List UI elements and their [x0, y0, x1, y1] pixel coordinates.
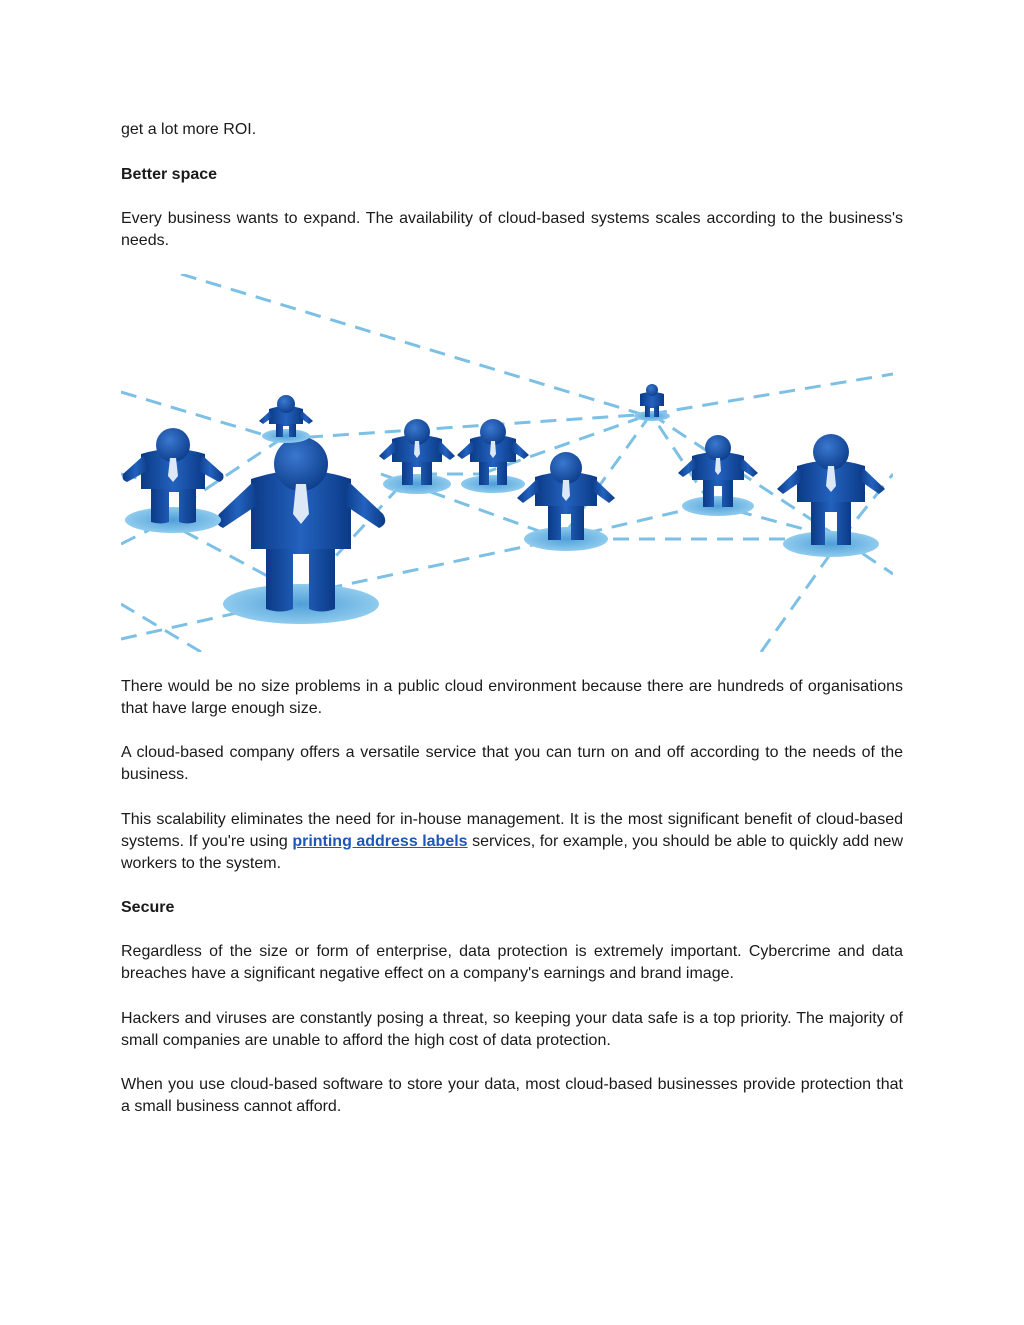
heading-secure: Secure — [121, 899, 175, 916]
scalability-text-after: services, for example, you should be able to quickly add new workers to the system. — [121, 833, 904, 872]
paragraph-scalability — [121, 809, 903, 875]
person-left — [123, 428, 224, 533]
printing-address-labels-link[interactable]: printing address labels — [292, 833, 468, 850]
heading-better-space: Better space — [121, 166, 218, 183]
person-small-top-right — [634, 384, 670, 421]
paragraph-data-protection: Regardless of the size or form of enterprise, data protection is extremely important. Cybercrime and data breaches have a significant negative effect on a company's earnings and brand image. — [121, 943, 903, 982]
paragraph-expand: Every business wants to expand. The availability of cloud-based systems scales according to the business's needs. — [121, 210, 903, 249]
person-far-right — [777, 434, 885, 557]
paragraph-versatile-service: A cloud-based company offers a versatile service that you can turn on and off according to the needs of the business. — [121, 744, 903, 783]
paragraph-cloud-protection: When you use cloud-based software to store your data, most cloud-based businesses provide protection that a small business cannot afford. — [121, 1076, 903, 1115]
paragraph-size-problems: There would be no size problems in a public cloud environment because there are hundreds of organisations that have large enough size. — [121, 678, 903, 717]
network-svg — [121, 274, 893, 652]
paragraph-hackers: Hackers and viruses are constantly posing a threat, so keeping your data safe is a top priority. The majority of small companies are unable to afford the high cost of data protection. — [121, 1010, 903, 1049]
scalability-text-before: This scalability eliminates the need for in-house management. It is the most significant benefit of cloud-based systems. If you're using — [121, 811, 903, 850]
intro-tail-text: get a lot more ROI. — [121, 121, 257, 138]
person-middle-2 — [457, 419, 529, 493]
person-center-right — [517, 452, 615, 551]
person-small-top-left — [259, 395, 313, 443]
people-network-illustration — [121, 274, 893, 652]
